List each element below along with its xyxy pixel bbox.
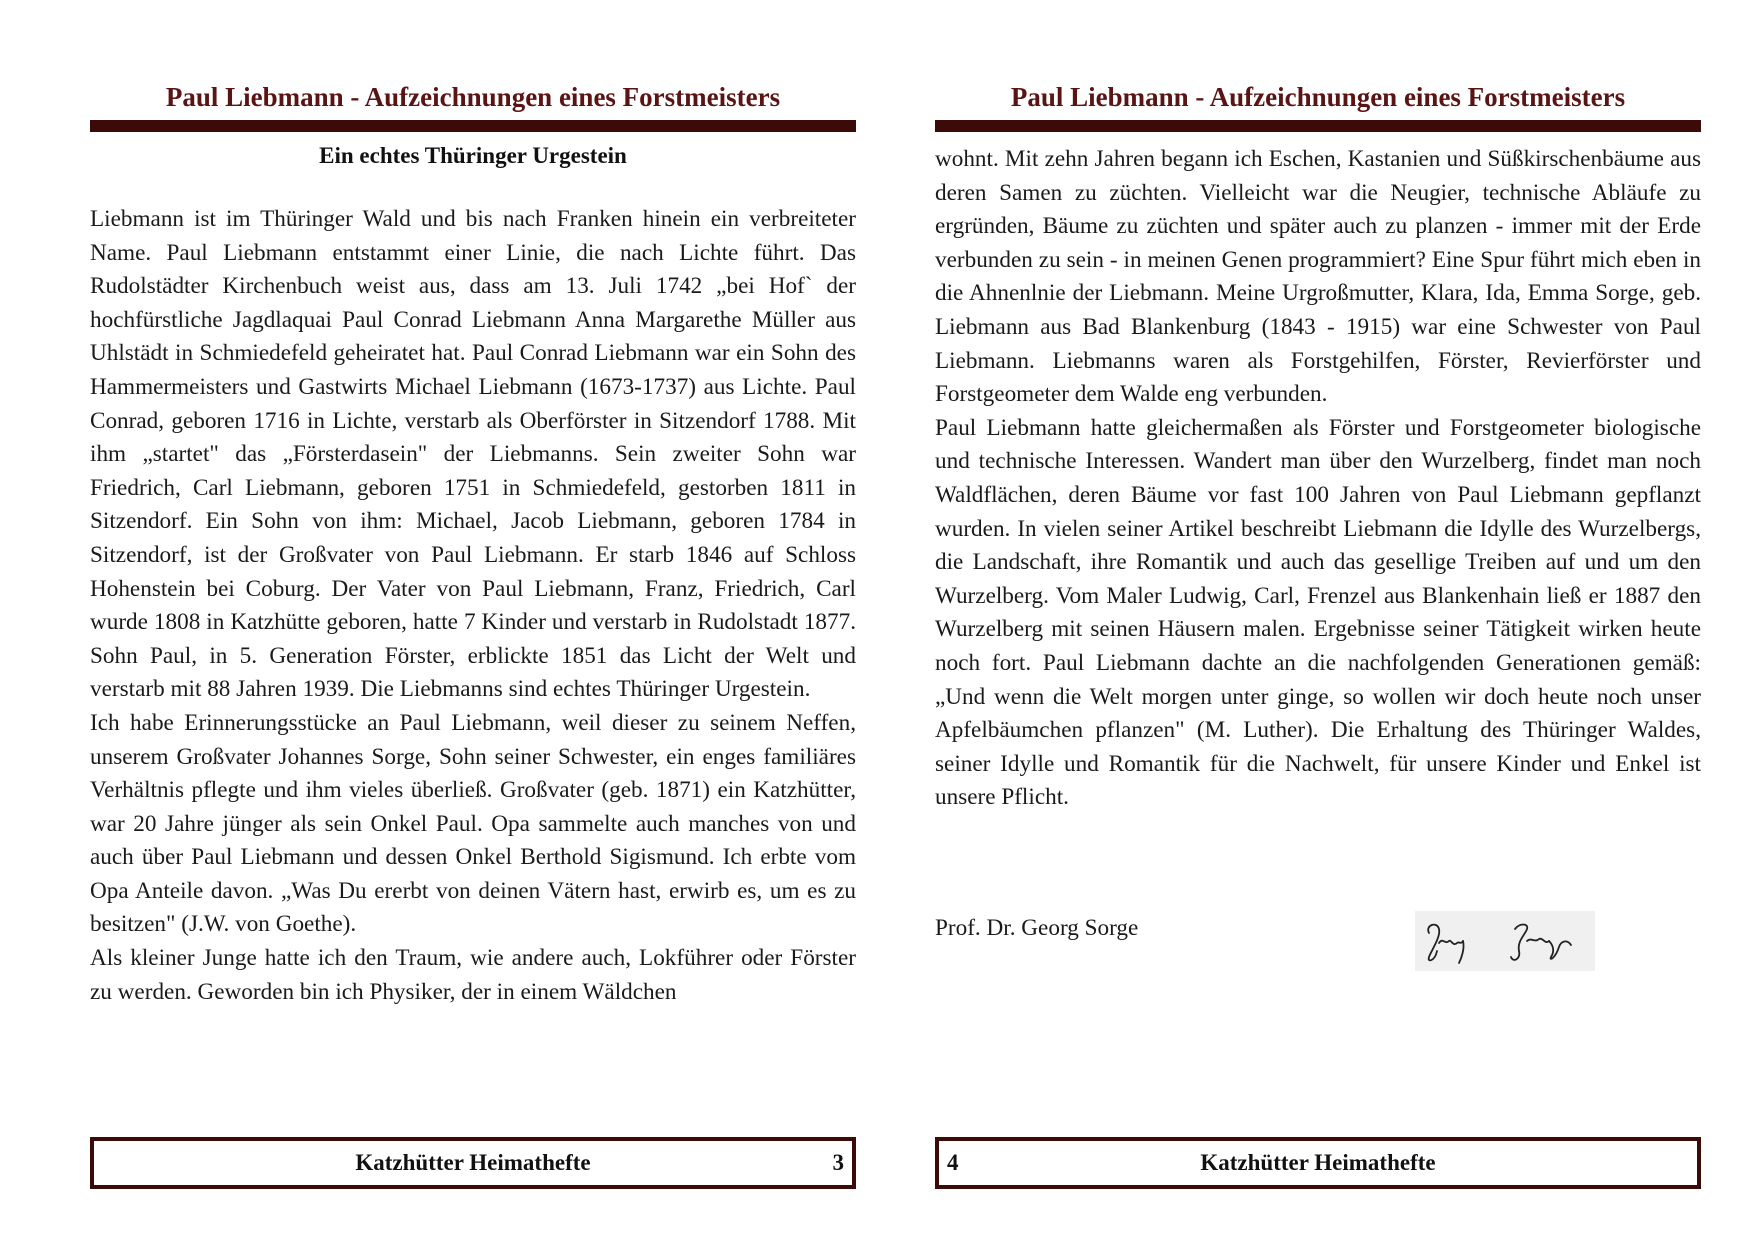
page-footer <box>935 1137 1701 1189</box>
handwritten-signature <box>1415 911 1595 971</box>
page-header-title: Paul Liebmann - Aufzeichnungen eines Forstmeisters <box>1010 82 1626 112</box>
paragraph: wohnt. Mit zehn Jahren begann ich Eschen, Kastanien und Süßkirschenbäume aus deren Samen zu züchten. Vielleicht war die Neugier, technische Abläufe zu ergründen, Bäume zu züchten und später auch zu planzen - immer mit der Erde verbunden zu sein - in meinen Genen programmiert? Eine Spur führt mich eben in die Ahnenlnie der Liebmann. Meine Urgroßmutter, Klara, Ida, Emma Sorge, geb. Liebmann aus Bad Blankenburg (1843 - 1915) war eine Schwester von Paul Liebmann. Liebmanns waren als Forstgehilfen, Förster, Revierförster und Forstgeometer dem Walde eng verbunden. <box>935 146 1701 408</box>
page-footer <box>90 1137 856 1189</box>
right-page <box>935 0 1701 1240</box>
author-name: Prof. Dr. Georg Sorge <box>935 915 1139 941</box>
signature-image <box>1415 911 1595 971</box>
paragraph: Paul Liebmann hatte gleichermaßen als Förster und Forstgeometer biologische und technische Interessen. Wandert man über den Wurzelberg, findet man noch Waldflächen, deren Bäume vor fast 100 Jahren von Paul Liebmann gepflanzt wurden. In vielen seiner Artikel beschreibt Liebmann die Idylle des Wurzelbergs, die Landschaft, ihre Romantik und auch das gesellige Treiben auf und um den Wurzelberg. Vom Maler Ludwig, Carl, Frenzel aus Blankenhain ließ er 1887 den Wurzelberg mit seinen Häusern malen. Ergebnisse seiner Tätigkeit wirken heute noch fort. Paul Liebmann dachte an die nachfolgenden Generationen gemäß: „Und wenn die Welt morgen unter ginge, so wollen wir doch heute noch unser Apfelbäumchen pflanzen" (M. Luther). Die Erhaltung des Thüringer Waldes, seiner Idylle und Romantik für die Nachwelt, für unsere Kinder und Enkel ist unsere Pflicht. <box>935 414 1701 811</box>
paragraph: Ich habe Erinnerungsstücke an Paul Liebmann, weil dieser zu seinem Neffen, unserem Großvater Johannes Sorge, Sohn seiner Schwester, ein enges familiäres Verhältnis pflegte und ihm vieles überließ. Großvater (geb. 1871) ein Katzhütter, war 20 Jahre jünger als sein Onkel Paul. Opa sammelte auch manches von und auch über Paul Liebmann und dessen Onkel Berthold Sigismund. Ich erbte vom Opa Anteile davon. „Was Du ererbt von deinen Vätern hast, erwirb es, um es zu besitzen" (J.W. von Goethe). <box>90 709 856 938</box>
section-heading: Ein echtes Thüringer Urgestein <box>319 143 627 168</box>
body-text <box>90 203 856 1009</box>
page-number: 4 <box>947 1150 959 1175</box>
footer-title: Katzhütter Heimathefte <box>355 1150 591 1175</box>
body-text <box>935 143 1701 815</box>
header-rule <box>935 120 1701 132</box>
signature-block <box>935 911 1701 971</box>
header-rule <box>90 120 856 132</box>
left-page <box>90 0 856 1240</box>
paragraph: Als kleiner Junge hatte ich den Traum, wie andere auch, Lokführer oder Förster zu werden. Geworden bin ich Physiker, der in einem Wäldchen <box>90 945 856 1005</box>
footer-title: Katzhütter Heimathefte <box>1200 1150 1436 1175</box>
page-number: 3 <box>832 1150 844 1175</box>
page-header-title: Paul Liebmann - Aufzeichnungen eines Forstmeisters <box>165 82 781 112</box>
paragraph: Liebmann ist im Thüringer Wald und bis nach Franken hinein ein verbreiteter Name. Paul Liebmann entstammt einer Linie, die nach Lichte führt. Das Rudolstädter Kirchenbuch weist aus, dass am 13. Juli 1742 „bei Hof` der hochfürstliche Jagdlaquai Paul Conrad Liebmann Anna Margarethe Müller aus Uhlstädt in Schmiedefeld geheiratet hat. Paul Conrad Liebmann war ein Sohn des Hammermeisters und Gastwirts Michael Liebmann (1673-1737) aus Lichte. Paul Conrad, geboren 1716 in Lichte, verstarb als Oberförster in Sitzendorf 1788. Mit ihm „startet" das „Försterdasein" der Liebmanns. Sein zweiter Sohn war Friedrich, Carl Liebmann, geboren 1751 in Schmiedefeld, gestorben 1811 in Sitzendorf. Ein Sohn von ihm: Michael, Jacob Liebmann, geboren 1784 in Sitzendorf, ist der Großvater von Paul Liebmann. Er starb 1846 auf Schloss Hohenstein bei Coburg. Der Vater von Paul Liebmann, Franz, Friedrich, Carl wurde 1808 in Katzhütte geboren, hatte 7 Kinder und verstarb in Rudolstadt 1877. Sohn Paul, in 5. Generation Förster, erblickte 1851 das Licht der Welt und verstarb mit 88 Jahren 1939. Die Liebmanns sind echtes Thüringer Urgestein. <box>90 206 856 703</box>
